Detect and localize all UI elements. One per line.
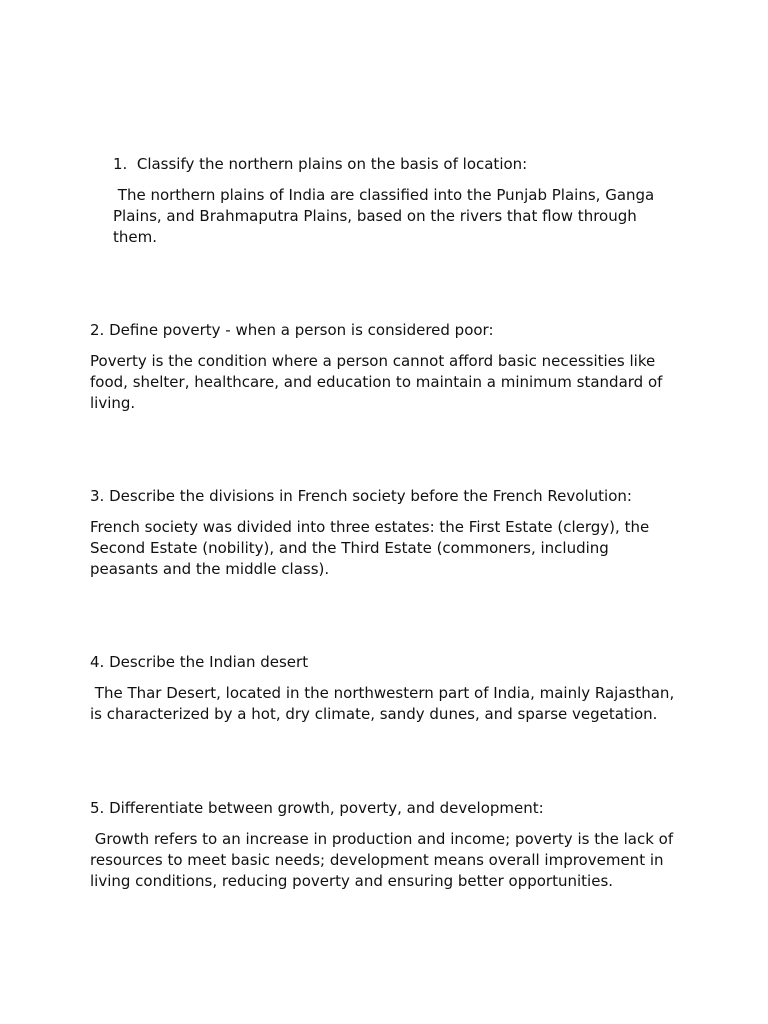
answer-2: Poverty is the condition where a person cannot afford basic necessities like food, shelter, healthcare, and education to maintain a minimum standard of living. [90,352,663,412]
answer-5: Growth refers to an increase in production and income; poverty is the lack of resources to meet basic needs; development means overall improvement in living conditions, reducing poverty and ensuring better opportunities. [90,830,674,890]
answer-1: The northern plains of India are classified into the Punjab Plains, Ganga Plains, and Brahmaputra Plains, based on the rivers that flow through them. [113,186,655,246]
question-4: 4. Describe the Indian desert [90,653,309,671]
question-5: 5. Differentiate between growth, poverty, and development: [90,799,544,817]
answer-3: French society was divided into three estates: the First Estate (clergy), the Second Estate (nobility), and the Third Estate (commoners, including peasants and the middle class). [90,518,650,578]
question-1: 1. Classify the northern plains on the basis of location: [113,155,528,173]
question-2: 2. Define poverty - when a person is considered poor: [90,321,494,339]
answer-4: The Thar Desert, located in the northwestern part of India, mainly Rajasthan, is characterized by a hot, dry climate, sandy dunes, and sparse vegetation. [90,684,675,723]
question-3: 3. Describe the divisions in French society before the French Revolution: [90,487,632,505]
